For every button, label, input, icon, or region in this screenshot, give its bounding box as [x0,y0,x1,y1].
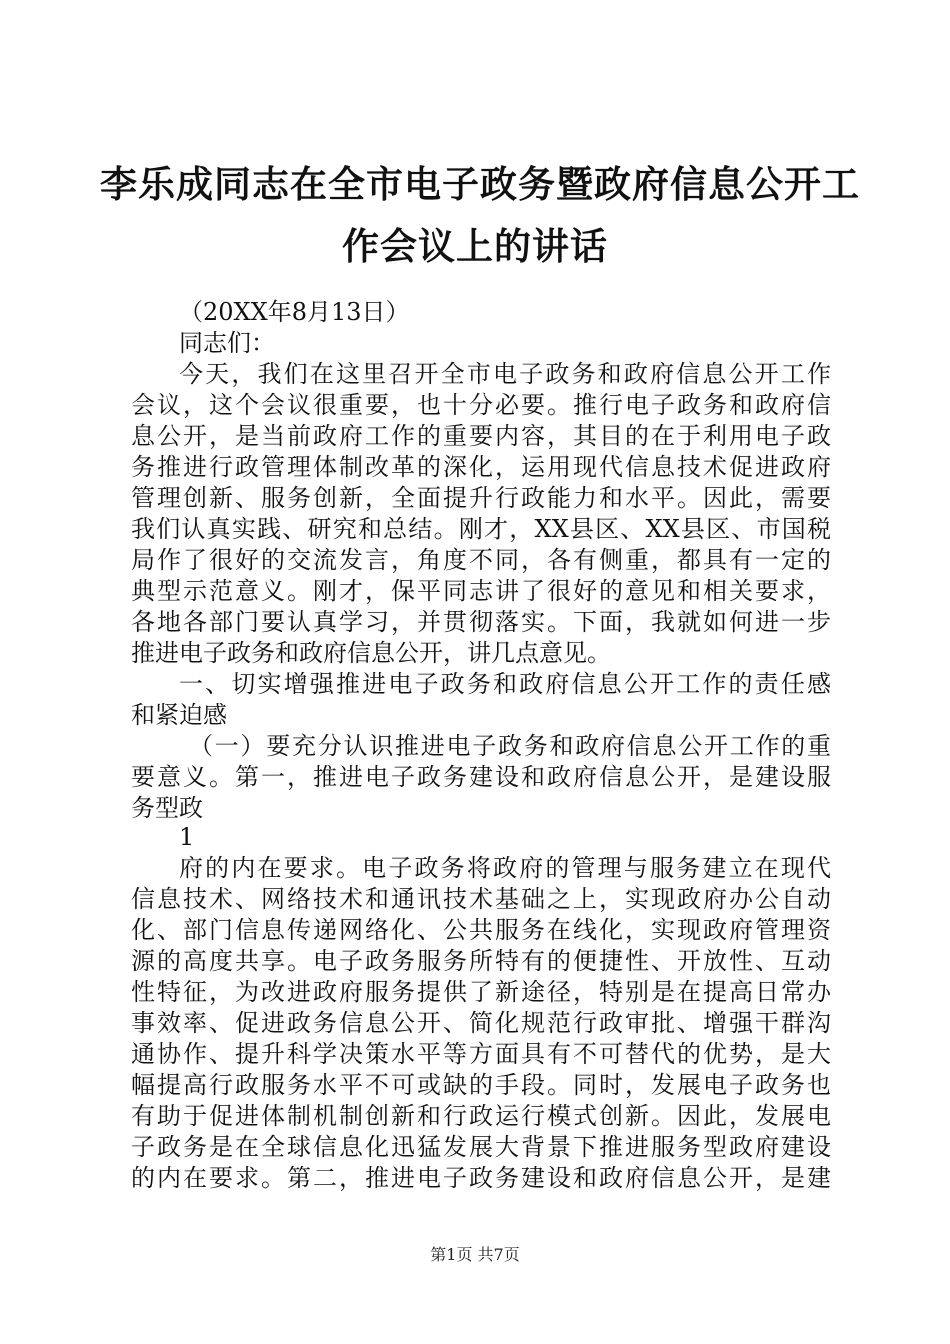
body-line: 事效率、促进政务信息公开、简化规范行政审批、增强干群沟 [131,1009,831,1037]
body-line: 有助于促进体制机制创新和行政运行模式创新。因此，发展电 [131,1102,831,1130]
body-line: 今天，我们在这里召开全市电子政务和政府信息公开工作 [179,360,831,388]
section-heading-cont: 和紧迫感 [131,701,227,729]
body-line: 要意义。第一，推进电子政务建设和政府信息公开，是建设服 [131,763,831,791]
body-line: 务推进行政管理体制改革的深化，运用现代信息技术促进政府 [131,453,831,481]
body-line: 子政务是在全球信息化迅猛发展大背景下推进服务型政府建设 [131,1133,831,1161]
date-line: （20XX年8月13日） [179,298,410,326]
body-line: 务型政 [131,794,203,822]
body-line: 会议，这个会议很重要，也十分必要。推行电子政务和政府信 [131,391,831,419]
section-heading: 一、切实增强推进电子政务和政府信息公开工作的责任感 [179,670,831,698]
title-line-1: 李乐成同志在全市电子政务暨政府信息公开工 [100,163,860,206]
body-line: 性特征，为改进政府服务提供了新途径，特别是在提高日常办 [131,978,831,1006]
body-line: 推进电子政务和政府信息公开，讲几点意见。 [131,639,611,667]
body-line: 通协作、提升科学决策水平等方面具有不可替代的优势，是大 [131,1040,831,1068]
body-line: 局作了很好的交流发言，角度不同，各有侧重，都具有一定的 [131,546,831,574]
page-footer: 第1页 共7页 [430,1245,520,1264]
body-line: 信息技术、网络技术和通讯技术基础之上，实现政府办公自动 [131,885,831,913]
body-line: 化、部门信息传递网络化、公共服务在线化，实现政府管理资 [131,916,831,944]
inline-page-number: 1 [179,823,195,851]
body-line: 幅提高行政服务水平不可或缺的手段。同时，发展电子政务也 [131,1071,831,1099]
body-line: 管理创新、服务创新，全面提升行政能力和水平。因此，需要 [131,484,831,512]
body-line: 息公开，是当前政府工作的重要内容，其目的在于利用电子政 [131,422,831,450]
subsection-line: （一）要充分认识推进电子政务和政府信息公开工作的重 [189,732,831,760]
body-line: 我们认真实践、研究和总结。刚才，XX县区、XX县区、市国税 [131,515,831,543]
body-line: 典型示范意义。刚才，保平同志讲了很好的意见和相关要求， [131,577,831,605]
salutation: 同志们： [179,329,275,357]
title-line-2: 作会议上的讲话 [342,225,608,268]
body-line: 各地各部门要认真学习，并贯彻落实。下面，我就如何进一步 [131,608,831,636]
body-line: 府的内在要求。电子政务将政府的管理与服务建立在现代 [179,854,831,882]
body-line: 源的高度共享。电子政务服务所特有的便捷性、开放性、互动 [131,947,831,975]
body-line: 的内在要求。第二，推进电子政务建设和政府信息公开，是建 [131,1164,831,1192]
